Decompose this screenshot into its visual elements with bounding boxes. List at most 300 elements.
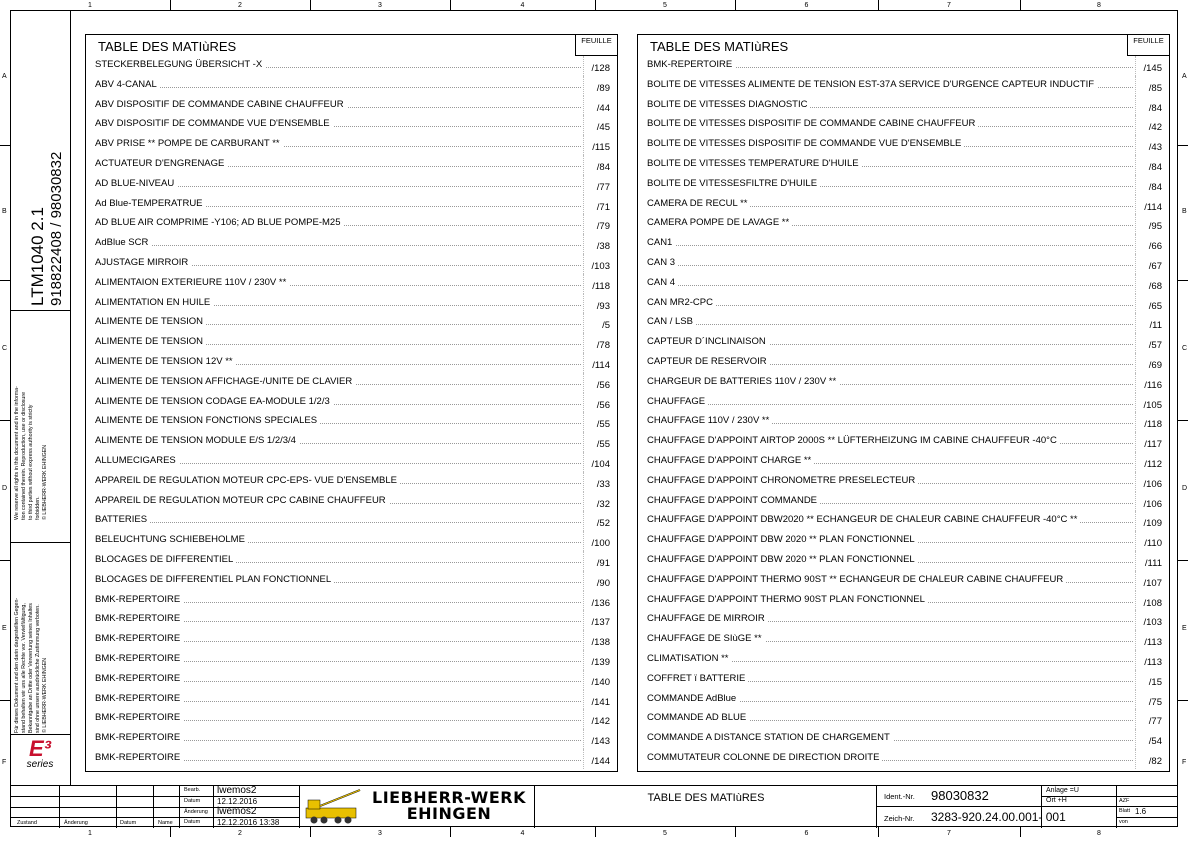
column-label: 1 [88,2,92,9]
toc-entry-page: /118 [589,281,610,292]
column-divider [1135,56,1136,76]
toc-panel-left [85,34,618,772]
toc-entry[interactable] [86,729,617,749]
grid-tick [595,0,596,10]
toc-entry-label: BLOCAGES DE DIFFERENTIEL [95,554,236,565]
toc-entry-label: COMMUTATEUR COLONNE DE DIRECTION DROITE [647,752,882,763]
toc-entry[interactable] [638,511,1169,531]
ident-value: 98030832 [931,788,989,803]
dotted-leader [95,245,581,246]
column-label: 8 [1097,2,1101,9]
toc-entry[interactable] [638,551,1169,571]
toc-entry-label: ALIMENTATION EN HUILE [95,297,213,308]
notice-line: tion contained therein. Reproduction, use or disclosure [21,391,27,520]
grid-tick [0,560,10,561]
column-divider [1135,571,1136,591]
toc-entry-label: BATTERIES [95,514,150,525]
notice-line: © LIEBHERR-WERK EHINGEN [42,444,48,520]
toc-entry-label: CHAUFFAGE D'APPOINT THERMO 90ST PLAN FONCTIONNEL [647,594,928,605]
column-divider [583,670,584,690]
column-divider [1135,531,1136,551]
toc-entry-label: AdBlue SCR [95,237,151,248]
toc-entry-label: BMK-REPERTOIRE [95,752,183,763]
column-divider [583,254,584,274]
toc-entry-page: /77 [594,182,610,193]
grid-tick [1178,280,1188,281]
toc-entry-label: CHAUFFAGE DE MIRROIR [647,613,768,624]
toc-entry-page: /78 [594,340,610,351]
toc-entry[interactable] [86,630,617,650]
toc-entry-page: /113 [1141,637,1162,648]
toc-entry[interactable] [86,709,617,729]
toc-entry-page: /95 [1146,221,1162,232]
datum-label: Datum [120,820,137,826]
toc-entry[interactable] [86,373,617,393]
column-divider [583,610,584,630]
name-label: Name [158,820,173,826]
blatt-value: 1.6 [1135,807,1147,816]
column-divider [583,650,584,670]
toc-entry-label: ACTUATEUR D'ENGRENAGE [95,158,227,169]
toc-entry-page: /65 [1146,301,1162,312]
toc-entry-label: CHAUFFAGE D'APPOINT AIRTOP 2000S ** LÜFTERHEIZUNG IM CABINE CHAUFFEUR -40°C [647,435,1060,446]
zustand-label: Zustand [17,820,37,826]
grid-tick [1178,420,1188,421]
datum-label: Datum [184,798,201,804]
toc-entry-page: /55 [594,419,610,430]
zeich-label: Zeich-Nr. [884,814,915,823]
toc-entry-label: BMK-REPERTOIRE [647,59,735,70]
column-divider [583,294,584,314]
toc-entry-label: ALIMENTE DE TENSION FONCTIONS SPECIALES [95,415,320,426]
model-label: LTM1040 2.1 [28,207,47,306]
toc-entry-page: /138 [589,637,611,648]
toc-entry[interactable] [86,96,617,116]
row-label: D [1182,485,1188,492]
toc-entry[interactable] [86,492,617,512]
toc-entry[interactable] [86,412,617,432]
column-divider [583,393,584,413]
column-divider [583,749,584,769]
toc-entry-label: AJUSTAGE MIRROIR [95,257,191,268]
toc-entry[interactable] [638,630,1169,650]
toc-entry-page: /32 [594,499,610,510]
row-label: C [1182,345,1188,352]
column-divider [1135,294,1136,314]
toc-entry-label: CAMERA DE RECUL ** [647,198,750,209]
column-label: 3 [378,2,382,9]
toc-entry[interactable] [86,294,617,314]
notice-line: forbidden. [35,496,41,520]
column-divider [1135,195,1136,215]
row-label: F [1182,758,1187,766]
toc-entry-label: CHAUFFAGE [647,396,708,407]
ident-label: Ident.-Nr. [884,792,915,801]
column-divider [583,115,584,135]
row-label: B [2,207,7,215]
toc-entry-label: CAN 3 [647,257,678,268]
document-title: TABLE DES MATIùRES [647,792,765,804]
toc-entry-label: APPAREIL DE REGULATION MOTEUR CPC CABINE CHAUFFEUR [95,495,389,506]
toc-entry-label: CHAUFFAGE D'APPOINT DBW2020 ** ECHANGEUR DE CHALEUR CABINE CHAUFFEUR -40°C ** [647,514,1080,525]
toc-entry-page: /93 [594,301,610,312]
dotted-leader [647,404,1133,405]
toc-entry-label: COMMANDE AD BLUE [647,712,749,723]
toc-entry-label: ABV DISPOSITIF DE COMMANDE CABINE CHAUFFEUR [95,99,347,110]
toc-entry[interactable] [86,333,617,353]
grid-tick [0,700,10,701]
toc-entry-label: CHAUFFAGE D'APPOINT CHRONOMETRE PRESELECTEUR [647,475,918,486]
grid-tick [450,827,451,837]
toc-entry-page: /137 [589,617,611,628]
toc-entry-label: ALIMENTE DE TENSION [95,316,206,327]
column-label: 8 [1097,830,1101,837]
toc-entry-page: /103 [589,261,611,272]
column-divider [583,56,584,76]
toc-entry[interactable] [638,571,1169,591]
panel-title: TABLE DES MATIùRES [650,39,789,54]
toc-entry-page: /142 [589,716,611,727]
bearb-value: lwemos2 [217,785,257,796]
column-divider [583,709,584,729]
toc-entry[interactable] [86,234,617,254]
toc-entry-page: /43 [1146,142,1162,153]
toc-entry[interactable] [638,531,1169,551]
bearb-label: Bearb. [184,787,201,793]
toc-entry-label: ALIMENTE DE TENSION [95,336,206,347]
toc-entry[interactable] [86,551,617,571]
toc-entry-label: COFFRET ï BATTERIE [647,673,748,684]
toc-entry-page: /114 [1141,202,1162,213]
toc-entry[interactable] [638,432,1169,452]
toc-entry[interactable] [638,492,1169,512]
toc-entry[interactable] [86,353,617,373]
grid-tick [878,0,879,10]
toc-entry[interactable] [86,274,617,294]
column-divider [583,492,584,512]
toc-entry-page: /15 [1146,677,1162,688]
toc-entry-label: BMK-REPERTOIRE [95,693,183,704]
toc-entry-label: BMK-REPERTOIRE [95,613,183,624]
aenderung-label: Änderung [64,820,88,826]
toc-entry-label: ABV PRISE ** POMPE DE CARBURANT ** [95,138,283,149]
toc-entry-page: /112 [1141,459,1162,470]
toc-entry[interactable] [638,313,1169,333]
column-divider [1135,393,1136,413]
document-numbers: 918822408 / 98030832 [48,151,65,306]
toc-entry[interactable] [638,274,1169,294]
toc-entry-page: /104 [589,459,611,470]
toc-entry[interactable] [86,155,617,175]
column-label: 5 [663,830,667,837]
toc-entry[interactable] [638,353,1169,373]
toc-entry[interactable] [86,214,617,234]
datum-value: 12.12.2016 [217,797,258,806]
toc-entry[interactable] [86,432,617,452]
toc-entry-page: /106 [1141,499,1163,510]
toc-entry-label: ALLUMECIGARES [95,455,179,466]
toc-entry-label: ALIMENTAION EXTERIEURE 110V / 230V ** [95,277,289,288]
toc-entry-label: AD BLUE-NIVEAU [95,178,177,189]
column-label: 7 [947,830,951,837]
toc-entry[interactable] [638,729,1169,749]
toc-list-right [638,56,1169,769]
column-divider [583,353,584,373]
toc-entry[interactable] [638,749,1169,769]
toc-entry-page: /84 [1146,103,1162,114]
toc-entry[interactable] [86,591,617,611]
column-divider [1135,452,1136,472]
dotted-leader [95,87,581,88]
toc-entry[interactable] [638,294,1169,314]
toc-entry[interactable] [86,195,617,215]
toc-entry-page: /100 [589,538,611,549]
toc-entry-page: /117 [1141,439,1162,450]
toc-entry-page: /44 [594,103,610,114]
toc-entry[interactable] [638,155,1169,175]
column-divider [583,690,584,710]
toc-entry-page: /54 [1146,736,1162,747]
toc-entry[interactable] [638,234,1169,254]
toc-entry[interactable] [86,749,617,769]
grid-tick [1178,700,1188,701]
toc-entry-label: BELEUCHTUNG SCHIEBEHOLME [95,534,248,545]
feuille-header: FEUILLE [575,35,617,56]
notice-line: © LIEBHERR-WERK EHINGEN [42,657,48,733]
column-label: 6 [804,830,809,837]
column-divider [583,531,584,551]
toc-entry[interactable] [638,56,1169,76]
row-label: B [1182,207,1187,215]
toc-entry-page: /56 [594,400,610,411]
toc-entry-page: /75 [1146,697,1162,708]
toc-entry-label: CAN1 [647,237,675,248]
toc-entry[interactable] [86,175,617,195]
toc-entry-page: /113 [1141,657,1162,668]
toc-entry[interactable] [638,76,1169,96]
toc-entry-label: BMK-REPERTOIRE [95,732,183,743]
aenderung-label: Änderung [184,809,208,815]
column-divider [583,551,584,571]
notice-line: Bekanntgabe an Dritte oder Verwertung seines Inhaltes [28,603,34,733]
column-divider [1135,709,1136,729]
toc-entry-page: /107 [1141,578,1163,589]
toc-entry[interactable] [638,254,1169,274]
column-divider [583,135,584,155]
toc-entry-page: /84 [594,162,610,173]
toc-entry[interactable] [86,76,617,96]
company-name: LIEBHERR-WERK EHINGEN [372,788,526,823]
grid-tick [450,0,451,10]
toc-entry[interactable] [638,670,1169,690]
toc-entry[interactable] [638,690,1169,710]
toc-entry[interactable] [638,195,1169,215]
toc-entry-label: CHARGEUR DE BATTERIES 110V / 230V ** [647,376,839,387]
toc-entry-page: /69 [1146,360,1162,371]
column-divider [583,333,584,353]
column-divider [583,630,584,650]
toc-entry[interactable] [638,214,1169,234]
toc-entry-label: BOLITE DE VITESSES DISPOSITIF DE COMMANDE CABINE CHAUFFEUR [647,118,978,129]
toc-entry-page: /106 [1141,479,1163,490]
column-label: 2 [238,2,242,9]
toc-entry-page: /33 [594,479,610,490]
toc-entry[interactable] [638,175,1169,195]
toc-entry-page: /139 [589,657,611,668]
toc-entry[interactable] [638,412,1169,432]
column-divider [583,96,584,116]
toc-entry-label: BMK-REPERTOIRE [95,673,183,684]
toc-entry[interactable] [86,511,617,531]
toc-entry-page: /91 [594,558,610,569]
panel-title: TABLE DES MATIùRES [98,39,237,54]
column-label: 1 [88,830,92,837]
grid-tick [310,827,311,837]
toc-entry-page: /68 [1146,281,1162,292]
toc-entry-label: CHAUFFAGE D'APPOINT COMMANDE [647,495,820,506]
toc-entry-label: BOLITE DE VITESSES DISPOSITIF DE COMMANDE VUE D'ENSEMBLE [647,138,964,149]
toc-entry-label: CHAUFFAGE D'APPOINT DBW 2020 ** PLAN FONCTIONNEL [647,554,918,565]
dotted-leader [95,522,581,523]
toc-entry[interactable] [638,650,1169,670]
toc-entry-page: /52 [594,518,610,529]
column-divider [1135,234,1136,254]
toc-entry[interactable] [86,472,617,492]
column-label: 4 [520,2,525,9]
toc-entry[interactable] [86,313,617,333]
toc-entry[interactable] [638,333,1169,353]
toc-entry[interactable] [86,690,617,710]
toc-entry-page: /71 [594,202,610,213]
toc-entry[interactable] [638,373,1169,393]
column-divider [1135,353,1136,373]
toc-entry-page: /116 [1141,380,1162,391]
column-divider [583,591,584,611]
row-label: A [2,72,7,80]
grid-tick [0,420,10,421]
column-divider [583,729,584,749]
toc-entry-page: /115 [589,142,610,153]
column-divider [583,313,584,333]
column-label: 6 [804,2,809,9]
toc-entry-page: /108 [1141,598,1163,609]
notice-line: Für dieses Dokument und den darin dargestellten Gegen- [14,597,20,733]
grid-tick [1178,560,1188,561]
toc-entry[interactable] [638,452,1169,472]
toc-entry[interactable] [86,531,617,551]
toc-entry[interactable] [86,254,617,274]
grid-tick [878,827,879,837]
column-divider [583,214,584,234]
toc-entry-label: BOLITE DE VITESSESFILTRE D'HUILE [647,178,820,189]
column-divider [1135,729,1136,749]
column-label: 4 [520,830,525,837]
title-block [10,785,1178,827]
toc-entry-label: BOLITE DE VITESSES ALIMENTE DE TENSION EST-37A SERVICE D'URGENCE CAPTEUR INDUCTIF [647,79,1097,90]
grid-tick [595,827,596,837]
column-divider [1135,76,1136,96]
toc-entry[interactable] [86,571,617,591]
row-label: E [2,625,7,632]
toc-entry[interactable] [86,393,617,413]
toc-entry-label: CAN / LSB [647,316,696,327]
side-strip [10,10,71,785]
row-label: E [1182,625,1187,632]
toc-entry[interactable] [638,115,1169,135]
toc-entry-page: /111 [1142,558,1162,569]
toc-entry-page: /56 [594,380,610,391]
column-divider [1135,214,1136,234]
feuille-header: FEUILLE [1127,35,1169,56]
toc-entry-page: /42 [1146,122,1162,133]
toc-entry[interactable] [638,135,1169,155]
toc-entry[interactable] [638,472,1169,492]
aenderung-value: lwemos2 [217,806,257,817]
column-label: 5 [663,2,667,9]
toc-entry-label: BMK-REPERTOIRE [95,653,183,664]
toc-entry-page: /84 [1146,162,1162,173]
toc-entry-page: /145 [1141,63,1163,74]
toc-entry[interactable] [86,670,617,690]
column-divider [1135,432,1136,452]
toc-entry[interactable] [638,393,1169,413]
column-divider [1135,115,1136,135]
grid-tick [310,0,311,10]
column-divider [1135,749,1136,769]
datum2-label: Datum [184,819,201,825]
toc-panel-right [637,34,1170,772]
toc-entry[interactable] [86,135,617,155]
toc-entry[interactable] [638,709,1169,729]
toc-entry-page: /55 [594,439,610,450]
toc-entry-page: /114 [589,360,610,371]
toc-entry-label: BMK-REPERTOIRE [95,594,183,605]
grid-tick [170,827,171,837]
toc-entry-label: Ad Blue-TEMPERATRUE [95,198,206,209]
toc-entry-page: /110 [1141,538,1162,549]
toc-entry-label: ALIMENTE DE TENSION 12V ** [95,356,236,367]
toc-entry[interactable] [86,610,617,630]
toc-entry-page: /141 [589,697,611,708]
toc-entry[interactable] [86,56,617,76]
column-divider [583,195,584,215]
toc-entry[interactable] [86,452,617,472]
toc-entry-page: /90 [594,578,610,589]
grid-tick [0,280,10,281]
column-divider [1135,650,1136,670]
column-divider [1135,313,1136,333]
grid-tick [1020,827,1021,837]
column-divider [583,412,584,432]
column-divider [583,452,584,472]
von-label: von [1119,819,1128,825]
toc-entry[interactable] [638,96,1169,116]
column-divider [1135,591,1136,611]
toc-entry-label: BMK-REPERTOIRE [95,633,183,644]
toc-entry[interactable] [86,115,617,135]
row-label: D [2,485,8,492]
toc-entry[interactable] [638,610,1169,630]
toc-entry-label: AD BLUE AIR COMPRIME -Y106; AD BLUE POMPE-M25 [95,217,344,228]
toc-entry-label: BOLITE DE VITESSES DIAGNOSTIC [647,99,810,110]
column-divider [1135,472,1136,492]
toc-entry[interactable] [638,591,1169,611]
toc-entry[interactable] [86,650,617,670]
notice-line: stand behalten wir uns alle Rechte vor. Vervielfältigung, [21,603,27,733]
column-divider [1135,412,1136,432]
ort-label: Ort +H [1046,797,1067,804]
column-divider [1135,610,1136,630]
